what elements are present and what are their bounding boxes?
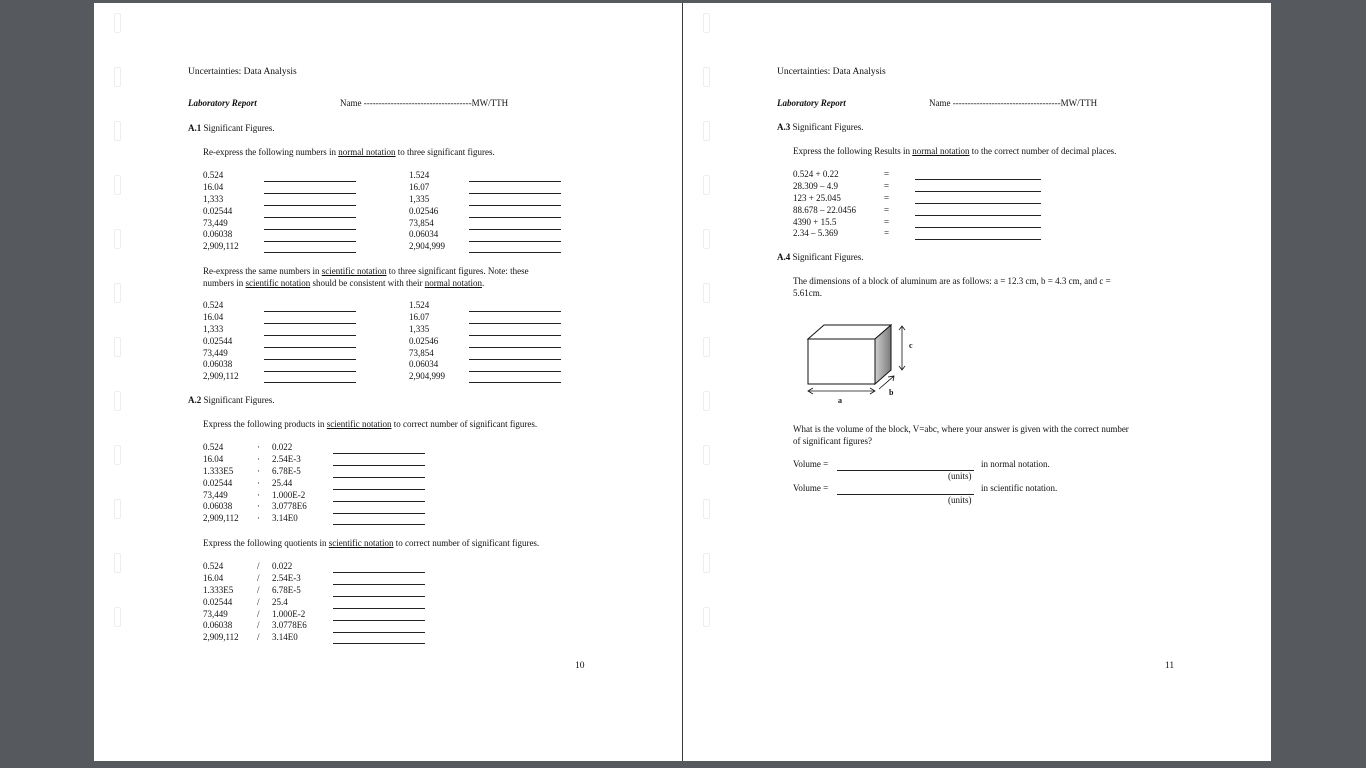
answer-blank[interactable] — [469, 371, 561, 372]
quotients-operand-b — [272, 561, 307, 644]
operator-symbol: · — [257, 465, 260, 476]
answer-blank[interactable] — [333, 513, 425, 514]
binder-holes — [703, 13, 713, 661]
operator-symbol: / — [257, 572, 260, 583]
a2-instruction2: Express the following quotients in scientific notation to correct number of significant figures. — [203, 538, 540, 548]
number-value: 0.02544 — [203, 205, 233, 216]
answer-blank[interactable] — [469, 205, 561, 206]
answer-blank[interactable] — [469, 229, 561, 230]
operand-value: 1.333E5 — [203, 465, 234, 476]
a4-dims-line1: The dimensions of a block of aluminum are as follows: a = 12.3 cm, b = 4.3 cm, and c = — [793, 276, 1111, 286]
quotients-operator — [257, 561, 260, 644]
answer-blank[interactable] — [469, 241, 561, 242]
operator-symbol: / — [257, 596, 260, 607]
operand-value: 0.06038 — [203, 501, 233, 512]
a1-numbers-col2 — [409, 170, 445, 253]
page-header: Uncertainties: Data Analysis — [188, 67, 297, 77]
section-title: Significant Figures. — [792, 252, 864, 262]
operand-value: 3.0778E6 — [272, 501, 307, 512]
block-front-face — [808, 339, 875, 384]
answer-blank[interactable] — [264, 193, 356, 194]
answer-blank[interactable] — [469, 382, 561, 383]
expression: 88.678 – 22.0456 — [793, 204, 856, 215]
number-value: 1,333 — [203, 193, 224, 204]
number-value: 1,335 — [409, 323, 430, 334]
section-title: Significant Figures. — [203, 395, 275, 405]
operator-symbol: / — [257, 620, 260, 631]
answer-blank[interactable] — [333, 632, 425, 633]
number-value: 1,333 — [203, 323, 224, 334]
number-value: 0.02544 — [203, 335, 233, 346]
answer-blank[interactable] — [333, 477, 425, 478]
operand-value: 0.02544 — [203, 596, 233, 607]
operator-symbol: · — [257, 453, 260, 464]
units-label-2: (units) — [948, 495, 972, 505]
operator-symbol: · — [257, 489, 260, 500]
page-header: Uncertainties: Data Analysis — [777, 67, 886, 77]
number-value: 0.06038 — [203, 359, 233, 370]
a3-equals — [884, 169, 889, 240]
operand-value: 0.06038 — [203, 620, 233, 631]
number-value: 73,449 — [203, 347, 228, 358]
a2-instruction: Express the following products in scientific notation to correct number of significant figures. — [203, 419, 538, 429]
answer-blank[interactable] — [333, 572, 425, 573]
number-value: 0.524 — [203, 170, 224, 180]
operator-symbol: / — [257, 561, 260, 571]
a3-expressions — [793, 169, 856, 240]
number-value: 2,909,112 — [203, 371, 239, 382]
operand-value: 0.022 — [272, 561, 293, 571]
equals-sign: = — [884, 169, 890, 179]
operand-value: 25.4 — [272, 596, 288, 607]
operand-value: 16.04 — [203, 572, 224, 583]
number-value: 73,449 — [203, 217, 228, 228]
answer-blank[interactable] — [264, 382, 356, 383]
report-label: Laboratory Report — [777, 98, 846, 108]
answer-blank[interactable] — [333, 489, 425, 490]
number-value: 1.524 — [409, 170, 430, 180]
answer-blank[interactable] — [469, 193, 561, 194]
answer-blank[interactable] — [333, 524, 425, 525]
operand-value: 6.78E-5 — [272, 584, 301, 595]
label-b: b — [889, 388, 894, 397]
operand-value: 0.022 — [272, 442, 293, 452]
operand-value: 73,449 — [203, 489, 228, 500]
page-number: 10 — [575, 661, 585, 671]
page-left — [94, 3, 682, 761]
expression: 123 + 25.045 — [793, 192, 841, 203]
volume-suffix-1: in normal notation. — [981, 459, 1050, 469]
answer-blank[interactable] — [264, 241, 356, 242]
name-line: Name ------------------------------------MW/TTH — [929, 98, 1098, 108]
answer-blank[interactable] — [469, 252, 561, 253]
operator-symbol: / — [257, 608, 260, 619]
operand-value: 2,909,112 — [203, 513, 239, 524]
answer-blank[interactable] — [264, 311, 356, 312]
answer-blank[interactable] — [333, 465, 425, 466]
answer-blank[interactable] — [915, 227, 1041, 228]
operand-value: 3.0778E6 — [272, 620, 307, 631]
products-operand-a — [203, 442, 239, 525]
operand-value: 73,449 — [203, 608, 228, 619]
aluminum-block-diagram — [801, 319, 921, 411]
operand-value: 2,909,112 — [203, 632, 239, 643]
answer-blank[interactable] — [264, 181, 356, 182]
number-value: 0.06034 — [409, 229, 439, 240]
answer-blank[interactable] — [469, 311, 561, 312]
number-value: 0.524 — [203, 300, 224, 310]
a4-dims-line2: 5.61cm. — [793, 288, 822, 298]
label-a: a — [838, 396, 842, 405]
answer-blank[interactable] — [333, 643, 425, 644]
operand-value: 1.000E-2 — [272, 489, 306, 500]
operand-value: 3.14E0 — [272, 513, 298, 524]
operand-value: 0.02544 — [203, 477, 233, 488]
answer-blank[interactable] — [333, 584, 425, 585]
section-a3-heading — [777, 122, 864, 133]
number-value: 0.02546 — [409, 205, 439, 216]
page-right — [683, 3, 1271, 761]
number-value: 0.02546 — [409, 335, 439, 346]
answer-blank[interactable] — [915, 191, 1041, 192]
answer-blank[interactable] — [915, 179, 1041, 180]
answer-blank[interactable] — [469, 217, 561, 218]
number-value: 16.07 — [409, 181, 430, 192]
number-value: 1.524 — [409, 300, 430, 310]
number-value: 2,904,999 — [409, 241, 445, 252]
number-value: 73,854 — [409, 347, 434, 358]
section-number: A.1 — [188, 123, 202, 133]
expression: 4390 + 15.5 — [793, 216, 837, 227]
report-label: Laboratory Report — [188, 98, 257, 108]
number-value: 2,909,112 — [203, 241, 239, 252]
volume-label-1: Volume = — [793, 459, 829, 469]
answer-blank[interactable] — [264, 229, 356, 230]
volume-label-2: Volume = — [793, 483, 829, 493]
number-value: 1,335 — [409, 193, 430, 204]
operand-value: 16.04 — [203, 453, 224, 464]
equals-sign: = — [884, 216, 890, 227]
number-value: 0.06038 — [203, 229, 233, 240]
answer-blank[interactable] — [469, 181, 561, 182]
number-value: 73,854 — [409, 217, 434, 228]
number-value: 16.04 — [203, 181, 224, 192]
number-value: 2,904,999 — [409, 371, 445, 382]
operand-value: 2.54E-3 — [272, 453, 301, 464]
operand-value: 0.524 — [203, 561, 224, 571]
answer-blank[interactable] — [333, 620, 425, 621]
operand-value: 3.14E0 — [272, 632, 298, 643]
binder-holes — [114, 13, 124, 661]
answer-blank[interactable] — [264, 217, 356, 218]
expression: 0.524 + 0.22 — [793, 169, 839, 179]
expression: 2.34 – 5.369 — [793, 228, 838, 239]
equals-sign: = — [884, 180, 890, 191]
section-number: A.2 — [188, 395, 202, 405]
answer-blank[interactable] — [469, 347, 561, 348]
equals-sign: = — [884, 204, 890, 215]
products-operator — [257, 442, 260, 525]
number-value: 16.07 — [409, 311, 430, 322]
answer-blank[interactable] — [264, 347, 356, 348]
operator-symbol: · — [257, 477, 260, 488]
a4-question-line2: of significant figures? — [793, 436, 872, 446]
products-operand-b — [272, 442, 307, 525]
answer-blank[interactable] — [469, 359, 561, 360]
answer-blank[interactable] — [333, 596, 425, 597]
section-a1-heading — [188, 123, 275, 134]
answer-blank[interactable] — [333, 501, 425, 502]
a1-instruction2: Re-express the same numbers in scientific notation to three significant figures. Note: these numbers in scientific notation should be consistent with their normal notation. — [203, 266, 529, 288]
operator-symbol: / — [257, 584, 260, 595]
answer-blank[interactable] — [264, 205, 356, 206]
operand-value: 0.524 — [203, 442, 224, 452]
operand-value: 1.000E-2 — [272, 608, 306, 619]
operand-value: 2.54E-3 — [272, 572, 301, 583]
a1-instruction: Re-express the following numbers in normal notation to three significant figures. — [203, 147, 495, 157]
section-a2-heading — [188, 395, 275, 406]
section-title: Significant Figures. — [792, 122, 864, 132]
section-a4-heading — [777, 252, 864, 263]
equals-sign: = — [884, 192, 890, 203]
operand-value: 25.44 — [272, 477, 293, 488]
answer-blank[interactable] — [264, 359, 356, 360]
units-label-1: (units) — [948, 471, 972, 481]
operand-value: 6.78E-5 — [272, 465, 301, 476]
answer-blank[interactable] — [333, 453, 425, 454]
answer-blank[interactable] — [264, 371, 356, 372]
a1-numbers-col4 — [409, 300, 445, 383]
a1-numbers-col3 — [203, 300, 239, 383]
operator-symbol: · — [257, 501, 260, 512]
operator-symbol: · — [257, 513, 260, 524]
quotients-operand-a — [203, 561, 239, 644]
answer-blank[interactable] — [333, 608, 425, 609]
answer-blank[interactable] — [469, 335, 561, 336]
label-c: c — [909, 341, 913, 350]
volume-suffix-2: in scientific notation. — [981, 483, 1058, 493]
page-number: 11 — [1165, 661, 1175, 671]
equals-sign: = — [884, 228, 890, 239]
operator-symbol: / — [257, 632, 260, 643]
operand-value: 1.333E5 — [203, 584, 234, 595]
answer-blank[interactable] — [264, 252, 356, 253]
section-title: Significant Figures. — [203, 123, 275, 133]
answer-blank[interactable] — [915, 215, 1041, 216]
number-value: 16.04 — [203, 311, 224, 322]
a3-instruction: Express the following Results in normal notation to the correct number of decimal places. — [793, 146, 1117, 156]
section-number: A.4 — [777, 252, 791, 262]
operator-symbol: · — [257, 442, 260, 452]
number-value: 0.06034 — [409, 359, 439, 370]
section-number: A.3 — [777, 122, 791, 132]
a4-question-line1: What is the volume of the block, V=abc, where your answer is given with the correct number — [793, 424, 1129, 434]
expression: 28.309 – 4.9 — [793, 180, 838, 191]
answer-blank[interactable] — [469, 323, 561, 324]
name-line: Name ------------------------------------MW/TTH — [340, 98, 509, 108]
answer-blank[interactable] — [915, 239, 1041, 240]
answer-blank[interactable] — [264, 323, 356, 324]
a1-numbers-col1 — [203, 170, 239, 253]
answer-blank[interactable] — [264, 335, 356, 336]
answer-blank[interactable] — [915, 203, 1041, 204]
